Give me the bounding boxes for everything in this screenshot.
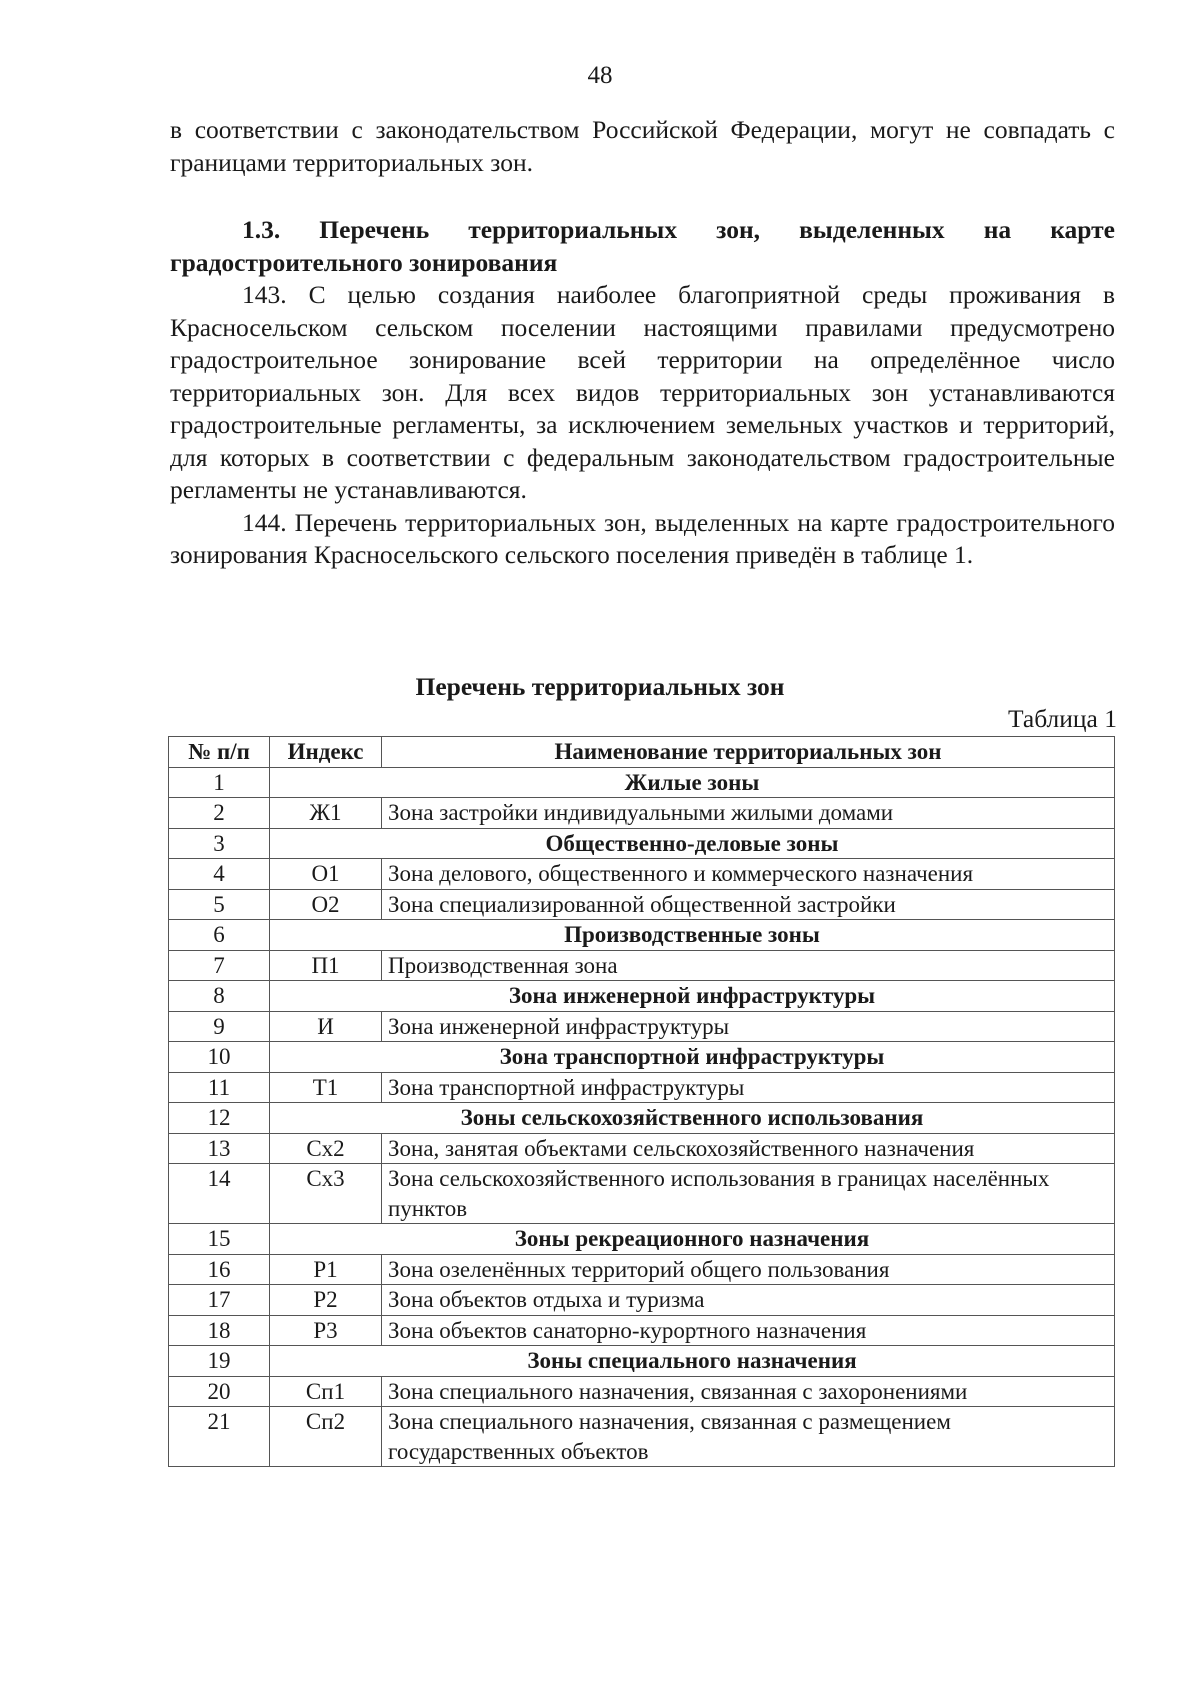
row-number: 9: [169, 1011, 270, 1042]
zones-table-body: [169, 767, 1115, 1467]
zone-group-title: Зоны специального назначения: [270, 1346, 1115, 1377]
table-header-row: [169, 737, 1115, 768]
zone-name: Зона транспортной инфраструктуры: [382, 1072, 1115, 1103]
header-number: № п/п: [169, 737, 270, 768]
zone-name: Зона сельскохозяйственного использования в границах населённых пунктов: [382, 1164, 1115, 1224]
zone-name: Зона озеленённых территорий общего пользования: [382, 1254, 1115, 1285]
table-title: Перечень территориальных зон: [415, 672, 785, 701]
zone-name: Производственная зона: [382, 950, 1115, 981]
zone-name: Зона делового, общественного и коммерческого назначения: [382, 859, 1115, 890]
table-label: Таблица 1: [1007, 704, 1117, 733]
zone-index: Т1: [270, 1072, 382, 1103]
zone-index: Р3: [270, 1315, 382, 1346]
header-index: Индекс: [270, 737, 382, 768]
intro-paragraph: [170, 114, 1115, 179]
table-row: [169, 1285, 1115, 1316]
row-number: 12: [169, 1103, 270, 1134]
zone-group-title: Общественно-деловые зоны: [270, 828, 1115, 859]
row-number: 19: [169, 1346, 270, 1377]
section-heading: 1.3. Перечень территориальных зон, выделенных на карте градостроительного зонирования: [170, 215, 1115, 277]
table-row: [169, 1164, 1115, 1224]
row-number: 5: [169, 889, 270, 920]
table-row: [169, 1376, 1115, 1407]
zone-index: Р1: [270, 1254, 382, 1285]
table-row: [169, 1254, 1115, 1285]
zone-index: Сх2: [270, 1133, 382, 1164]
zone-index: Сп2: [270, 1407, 382, 1467]
table-row: [169, 859, 1115, 890]
page-number: 48: [587, 62, 613, 89]
row-number: 10: [169, 1042, 270, 1073]
table-group-row: [169, 1346, 1115, 1377]
table-group-row: [169, 920, 1115, 951]
zone-group-title: Жилые зоны: [270, 767, 1115, 798]
row-number: 1: [169, 767, 270, 798]
zone-index: Р2: [270, 1285, 382, 1316]
table-group-row: [169, 1224, 1115, 1255]
zone-index: О1: [270, 859, 382, 890]
table-row: [169, 1072, 1115, 1103]
paragraph-144: 144. Перечень территориальных зон, выделенных на карте градостроительного зонирования Красносельского сельского поселения приведён в таблице 1.: [170, 507, 1115, 569]
zone-group-title: Зона транспортной инфраструктуры: [270, 1042, 1115, 1073]
zone-name: Зона специального назначения, связанная с размещением государственных объектов: [382, 1407, 1115, 1467]
zone-name: Зона застройки индивидуальными жилыми домами: [382, 798, 1115, 829]
zone-group-title: Зоны сельскохозяйственного использования: [270, 1103, 1115, 1134]
zone-name: Зона объектов санаторно-курортного назначения: [382, 1315, 1115, 1346]
table-row: [169, 950, 1115, 981]
zone-index: И: [270, 1011, 382, 1042]
row-number: 21: [169, 1407, 270, 1467]
zone-index: П1: [270, 950, 382, 981]
table-row: [169, 1133, 1115, 1164]
row-number: 6: [169, 920, 270, 951]
zone-name: Зона инженерной инфраструктуры: [382, 1011, 1115, 1042]
zone-index: О2: [270, 889, 382, 920]
intro-text: в соответствии с законодательством Российской Федерации, могут не совпадать с границами территориальных зон.: [170, 115, 1115, 177]
zone-index: Ж1: [270, 798, 382, 829]
row-number: 17: [169, 1285, 270, 1316]
header-zone-name: Наименование территориальных зон: [382, 737, 1115, 768]
row-number: 4: [169, 859, 270, 890]
zones-table: [168, 736, 1115, 1467]
table-group-row: [169, 1103, 1115, 1134]
table-row: [169, 798, 1115, 829]
row-number: 18: [169, 1315, 270, 1346]
row-number: 3: [169, 828, 270, 859]
table-group-row: [169, 1042, 1115, 1073]
zone-name: Зона специального назначения, связанная с захоронениями: [382, 1376, 1115, 1407]
section-1-3: [170, 214, 1115, 572]
row-number: 14: [169, 1164, 270, 1224]
zone-name: Зона, занятая объектами сельскохозяйственного назначения: [382, 1133, 1115, 1164]
table-group-row: [169, 981, 1115, 1012]
table-group-row: [169, 828, 1115, 859]
row-number: 7: [169, 950, 270, 981]
row-number: 8: [169, 981, 270, 1012]
row-number: 20: [169, 1376, 270, 1407]
zone-index: Сп1: [270, 1376, 382, 1407]
row-number: 16: [169, 1254, 270, 1285]
row-number: 2: [169, 798, 270, 829]
table-row: [169, 1011, 1115, 1042]
zone-name: Зона специализированной общественной застройки: [382, 889, 1115, 920]
table-group-row: [169, 767, 1115, 798]
zone-group-title: Зоны рекреационного назначения: [270, 1224, 1115, 1255]
zone-group-title: Производственные зоны: [270, 920, 1115, 951]
zone-name: Зона объектов отдыха и туризма: [382, 1285, 1115, 1316]
row-number: 15: [169, 1224, 270, 1255]
row-number: 13: [169, 1133, 270, 1164]
table-row: [169, 889, 1115, 920]
table-row: [169, 1315, 1115, 1346]
row-number: 11: [169, 1072, 270, 1103]
paragraph-143: 143. С целью создания наиболее благоприятной среды проживания в Красносельском сельском поселении настоящими правилами предусмотрено градостроительное зонирование всей территории на определённое число территориальных зон. Для всех видов территориальных зон устанавливаются градостроительные регламенты, за исключением земельных участков и территорий, для которых в соответствии с федеральным законодательством градостроительные регламенты не устанавливаются.: [170, 280, 1115, 504]
zone-index: Сх3: [270, 1164, 382, 1224]
zone-group-title: Зона инженерной инфраструктуры: [270, 981, 1115, 1012]
table-row: [169, 1407, 1115, 1467]
